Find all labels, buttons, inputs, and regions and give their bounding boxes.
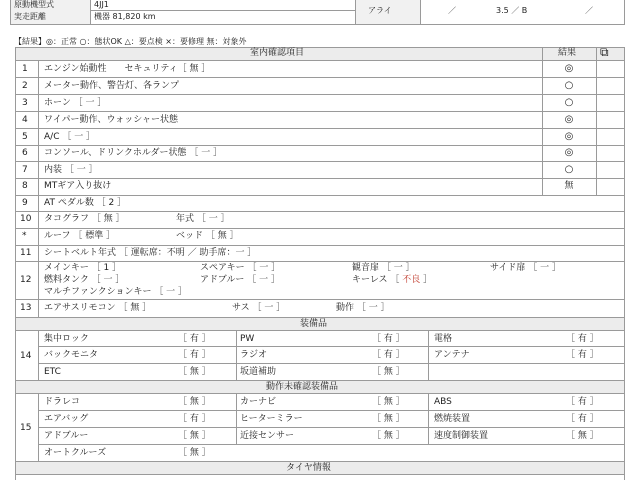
keyless-field: キーレス ［ 不良 ］	[352, 275, 433, 285]
row-text: ホーン ［ 一 ］	[44, 98, 107, 108]
section-title-equipment: 装備品	[300, 319, 328, 329]
mileage-label: 実走距離	[14, 12, 46, 21]
main-key-field: メインキー ［ 1 ］	[44, 263, 122, 273]
row-text: コンソール、ドリンクホルダー状態 ［ 一 ］	[44, 148, 223, 158]
mileage-value: 機器 81,820 km	[94, 12, 156, 21]
row-number: 13	[20, 303, 32, 313]
operation-field: 動作 ［ 一 ］	[336, 303, 390, 313]
equip-value: ［ 有 ］	[566, 397, 599, 407]
row-result: ◎	[564, 147, 574, 158]
model-label: 原動機型式	[14, 0, 54, 9]
equip-name: 燃焼装置	[434, 414, 471, 424]
equip-value: ［ 無 ］	[178, 431, 211, 441]
row-number: *	[22, 231, 27, 241]
tachograph-field: タコグラフ ［ 無 ］	[44, 214, 125, 224]
equip-name: PW	[240, 334, 255, 344]
equip-value: ［ 有 ］	[178, 350, 211, 360]
row-text: MTギア入り抜け	[44, 181, 112, 191]
row-number: 7	[22, 165, 28, 175]
alignment-label: アライ	[368, 6, 392, 15]
row-text: ワイパー動作、ウォッシャー状態	[44, 115, 179, 125]
equip-value: ［ 有 ］	[178, 414, 211, 424]
clipboard-icon: ⧉	[600, 45, 609, 59]
equip-value: ［ 有 ］	[178, 334, 211, 344]
equip-value: ［ 無 ］	[372, 367, 405, 377]
equip-name: カーナビ	[240, 397, 277, 407]
equip-name: 坂道補助	[240, 367, 277, 377]
keyless-status: 不良	[402, 275, 421, 285]
equip-name: ABS	[434, 397, 452, 407]
equip-value: ［ 無 ］	[566, 431, 599, 441]
equip-value: ［ 無 ］	[372, 431, 405, 441]
row-number: 5	[22, 132, 28, 142]
equip-value: ［ 有 ］	[372, 350, 405, 360]
row-number: 9	[22, 198, 28, 208]
row-result: ○	[564, 164, 574, 175]
equip-value: ［ 無 ］	[178, 367, 211, 377]
row-number: 3	[22, 98, 28, 108]
row-number: 12	[20, 275, 32, 285]
row-number: 1	[22, 64, 28, 74]
alignment-slash-right: ／	[585, 6, 593, 15]
section-title-interior: 室内確認項目	[250, 48, 305, 58]
equip-value: ［ 無 ］	[372, 414, 405, 424]
bed-field: ベッド ［ 無 ］	[176, 231, 239, 241]
spare-key-field: スペアキー ［ 一 ］	[200, 263, 281, 273]
section-title-unconfirmed: 動作未確認装備品	[266, 382, 339, 392]
equip-value: ［ 無 ］	[178, 448, 211, 458]
row-result: ○	[564, 97, 574, 108]
alignment-value: 3.5 ／ B	[496, 6, 528, 15]
multifunction-key-field: マルチファンクションキー ［ 一 ］	[44, 287, 188, 297]
equip-name: ヒーターミラー	[240, 414, 303, 424]
row-number: 11	[20, 248, 32, 258]
alignment-slash-left: ／	[448, 6, 456, 15]
equip-name: 速度制御装置	[434, 431, 489, 441]
equip-value: ［ 無 ］	[372, 397, 405, 407]
suspension-field: サス ［ 一 ］	[232, 303, 286, 313]
row-number: 2	[22, 81, 28, 91]
seatbelt-year-field: シートベルト年式 ［ 運転席：不明 ／ 助手席：一 ］	[44, 248, 257, 258]
equip-name: ドラレコ	[44, 397, 81, 407]
equip-name: 近接センサー	[240, 431, 295, 441]
equip-value: ［ 有 ］	[372, 334, 405, 344]
row-text: メーター動作、警告灯、各ランプ	[44, 81, 180, 91]
model-value: 4JJ1	[94, 0, 109, 9]
equip-name: エアバッグ	[44, 414, 89, 424]
row-number: 8	[22, 181, 28, 191]
air-suspension-remote-field: エアサスリモコン ［ 無 ］	[44, 303, 152, 313]
row-number: 6	[22, 148, 28, 158]
row-result: 無	[564, 181, 574, 191]
row-number: 10	[20, 214, 32, 224]
equip-name: アンテナ	[434, 350, 470, 360]
result-legend: 【結果】◎：正常 ○：態状OK △：要点検 ×：要修理 無：対象外	[14, 37, 247, 46]
row-result: ◎	[564, 63, 574, 74]
equip-name: ETC	[44, 367, 61, 377]
equip-value: ［ 有 ］	[566, 350, 599, 360]
equip-name: 集中ロック	[44, 334, 89, 344]
row-text: エンジン始動性 セキュリティ［ 無 ］	[44, 64, 211, 74]
row-text: AT ペダル数 ［ 2 ］	[44, 198, 127, 208]
equip-value: ［ 無 ］	[178, 397, 211, 407]
equip-name: アドブルー	[44, 431, 89, 441]
section-title-tire: タイヤ情報	[286, 463, 331, 473]
row-number: 14	[20, 351, 32, 361]
equip-value: ［ 有 ］	[566, 414, 599, 424]
equip-value: ［ 有 ］	[566, 334, 599, 344]
row-number: 4	[22, 115, 28, 125]
row-text: 内装 ［ 一 ］	[44, 165, 98, 175]
barn-door-field: 観音扉 ［ 一 ］	[352, 263, 415, 273]
roof-field: ルーフ ［ 標準 ］	[44, 231, 116, 241]
row-result: ◎	[564, 131, 574, 142]
year-field: 年式 ［ 一 ］	[176, 214, 230, 224]
row-text: A/C ［ 一 ］	[44, 132, 96, 142]
equip-name: バックモニタ	[44, 350, 99, 360]
adblue-field: アドブルー ［ 一 ］	[200, 275, 280, 285]
fuel-tank-field: 燃料タンク ［ 一 ］	[44, 275, 125, 285]
row-result: ◎	[564, 114, 574, 125]
equip-name: ラジオ	[240, 350, 268, 360]
result-column-header: 結果	[558, 48, 577, 58]
row-result: ○	[564, 80, 574, 91]
equip-name: オートクルーズ	[44, 448, 107, 458]
equip-name: 電格	[434, 334, 453, 344]
side-door-field: サイド扉 ［ 一 ］	[490, 263, 561, 273]
row-number: 15	[20, 423, 32, 433]
